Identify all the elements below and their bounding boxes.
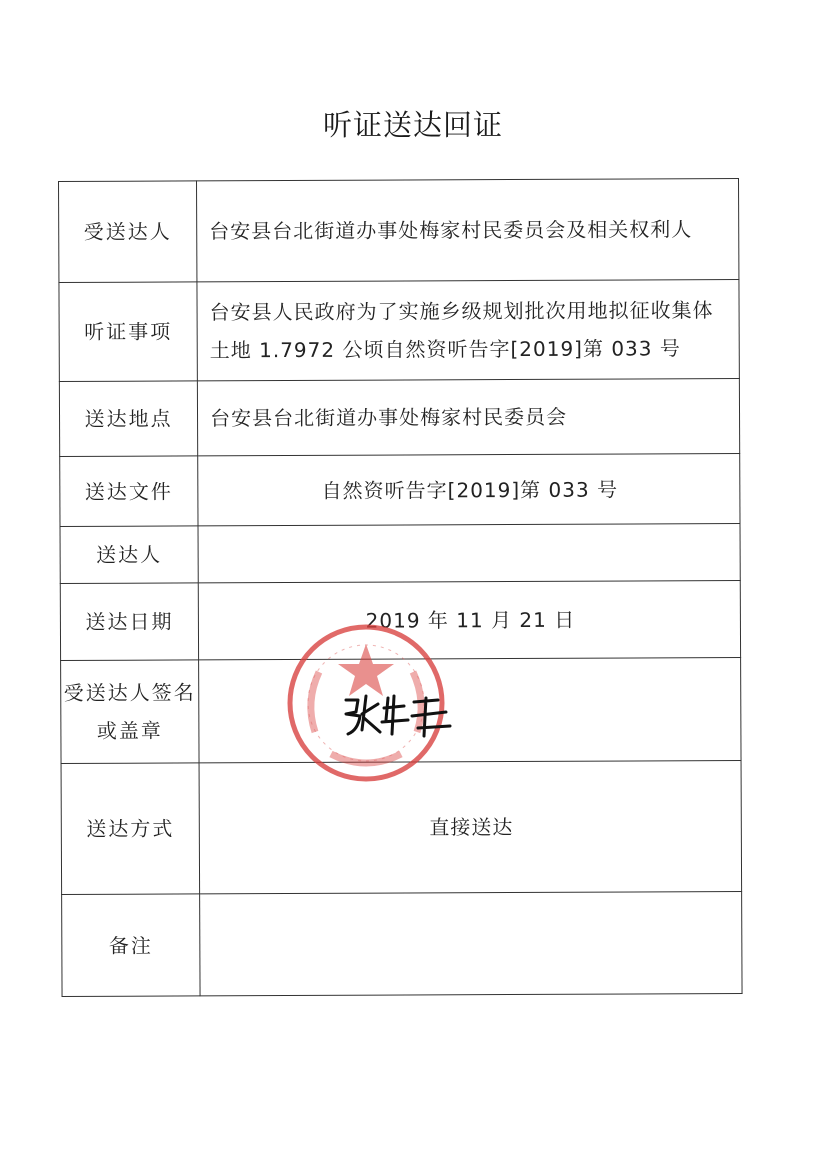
table-row-delivered-document xyxy=(60,454,740,527)
table-row-hearing-matter xyxy=(59,280,739,382)
table-row-deliverer xyxy=(60,524,740,584)
delivered-document-label: 送达文件 xyxy=(60,456,198,527)
delivery-date-value: 2019 年 11 月 21 日 xyxy=(198,581,740,660)
recipient-value: 台安县台北街道办事处梅家村民委员会及相关权利人 xyxy=(197,179,739,282)
hearing-matter-label: 听证事项 xyxy=(59,282,197,382)
delivery-method-label: 送达方式 xyxy=(61,763,200,895)
document-title: 听证送达回证 xyxy=(322,108,503,142)
signature-label: 受送达人签名或盖章 xyxy=(61,660,199,764)
delivery-date-label: 送达日期 xyxy=(60,583,198,661)
recipient-label: 受送达人 xyxy=(59,181,197,283)
signature-value xyxy=(199,658,741,763)
handwritten-signature xyxy=(338,690,458,740)
delivery-place-value: 台安县台北街道办事处梅家村民委员会 xyxy=(197,379,739,456)
table-row-remarks xyxy=(62,892,742,997)
table-row-delivery-place xyxy=(59,379,739,457)
deliverer-label: 送达人 xyxy=(60,526,198,584)
remarks-value xyxy=(200,892,742,996)
delivered-document-value: 自然资听告字[2019]第 033 号 xyxy=(198,454,740,526)
hearing-matter-value: 台安县人民政府为了实施乡级规划批次用地拟征收集体土地 1.7972 公顷自然资听告字[2019]第 033 号 xyxy=(197,280,739,381)
receipt-form xyxy=(58,178,743,996)
deliverer-value xyxy=(198,524,740,583)
delivery-place-label: 送达地点 xyxy=(59,381,197,457)
receipt-table xyxy=(58,178,743,997)
table-row-recipient xyxy=(59,179,739,283)
delivery-method-value: 直接送达 xyxy=(199,761,742,894)
remarks-label: 备注 xyxy=(62,894,200,997)
